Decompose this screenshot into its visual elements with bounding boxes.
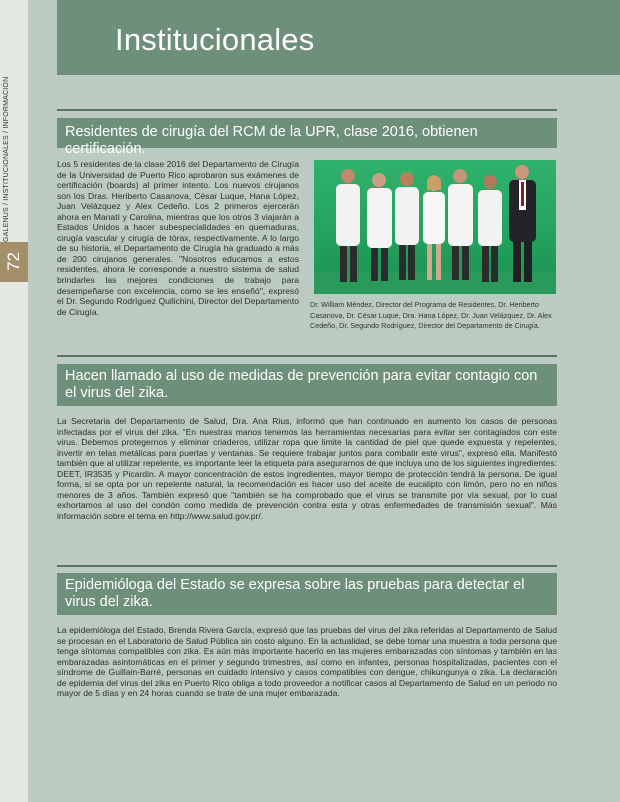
running-header: GALENUS / INSTITUCIONALES / INFORMACIÓN bbox=[3, 76, 10, 242]
section-rule bbox=[57, 109, 557, 111]
section-rule bbox=[57, 565, 557, 567]
article-3-body: La epidemióloga del Estado, Brenda Rivera García, expresó que las pruebas del virus del zika referidas al Departamento de Salud se procesan en el Laboratorio de Salud Pública sin costo alguno. En la actualidad, se debe tomar una muestra a toda persona que tenga síntomas compatibles con zika. Es aún más importante hacerlo en las mujeres embarazadas con síntomas y también en las embarazadas asintomáticas en el primer y segundo trimestres, así como en infantes, personas hospitalizadas, pacientes con el síndrome de Guillain-Barré, personas en cuidado intensivo y casos compatibles con dengue, chikungunya o zika. La declaración de epidemia del virus del zika en Puerto Rico obliga a todo proveedor a notificar casos al Departamento de Salud en un periodo no mayor de 5 días y en 24 horas cuando se trate de una mujer embarazada. bbox=[57, 625, 557, 699]
residents-group-photo bbox=[314, 160, 556, 294]
page-number: 72 bbox=[4, 252, 23, 272]
article-1-title: Residentes de cirugía del RCM de la UPR, clase 2016, obtienen certificación. bbox=[57, 118, 557, 148]
person-figure bbox=[367, 173, 392, 281]
person-figure bbox=[448, 169, 473, 280]
article-2-body: La Secretaria del Departamento de Salud, Dra. Ana Rius, informó que han continuado en aumento los casos de personas infectadas por el virus del zika. "En nuestras manos tenemos las herramientas necesarias para evitar ser contagiados con este virus. Debemos protegernos y eliminar criaderos, utilizar ropa que limite la cantidad de piel que quede expuesta y repelentes, invertir en telas metálicas para puertas y ventanas. Se requiere trabajar juntos para combatir este virus", expresó ella. Manifestó también que al utilizar repelente, es importante leer la etiqueta para asegurarnos de que incluya uno de los siguientes ingredientes: DEET, IR3535 y Picardin. A mayor concentración de estos ingredientes, mayor tiempo de protección tendrá la persona. De igual forma, si se opta por un repelente natural, la recomendación es hacer uso del aceite de eucalipto con limón, pero no en niños menores de 3 años. También expresó que "también se ha comprobado que el virus se transmite por vía sexual, por lo cual exhortamos al uso del condón como medida de prevención contra esta y otras enfermedades de transmisión sexual". Más información sobre el tema en http://www.salud.gov.pr/. bbox=[57, 416, 557, 521]
person-figure bbox=[395, 172, 419, 280]
person-figure bbox=[423, 175, 445, 280]
section-rule bbox=[57, 355, 557, 357]
person-figure bbox=[478, 175, 502, 282]
section-header-band bbox=[57, 0, 620, 75]
person-figure bbox=[509, 165, 536, 282]
article-3-title: Epidemióloga del Estado se expresa sobre las pruebas para detectar el virus del zika. bbox=[57, 573, 557, 615]
group-figures bbox=[314, 160, 556, 294]
article-1-body: Los 5 residentes de la clase 2016 del Departamento de Cirugía de la Universidad de Puerto Rico aprobaron sus exámenes de certificación (boards) al primer intento. Los nuevos cirujanos son los Dras. Heriberto Casanova, César Luque, Hana López, Juan Velázquez y Alex Cedeño. Los 2 primeros ejercerán ahora en Manatí y Carolina, mientras que los otros 3 viajarán a Estados Unidos a hacer subespecialidades en quemaduras, cirugía vascular y cirugía de tórax, respectivamente. A lo largo de su historia, el Departamento de Cirugía ha graduado a más de 200 cirujanos generales. "Nosotros educamos a estos residentes, ahora le corresponde a nuestro sistema de salud brindarles las mejores condiciones de trabajo para desempeñarse con excelencia, como se les enseñó", expresó el Dr. Segundo Rodríguez Quilichini, Director del Departamento de Cirugía. bbox=[57, 159, 299, 317]
photo-caption: Dr. William Méndez, Director del Programa de Residentes, Dr. Heriberto Casanova, Dr. César Luque, Dra. Hana López, Dr. Juan Velázquez, Dr. Alex Cedeño, Dr. Segundo Rodríguez, Director del Departamento de Cirugía. bbox=[310, 300, 552, 331]
page-title: Institucionales bbox=[115, 22, 315, 57]
person-figure bbox=[336, 169, 360, 282]
article-2-title: Hacen llamado al uso de medidas de prevención para evitar contagio con el virus del zika. bbox=[57, 364, 557, 406]
